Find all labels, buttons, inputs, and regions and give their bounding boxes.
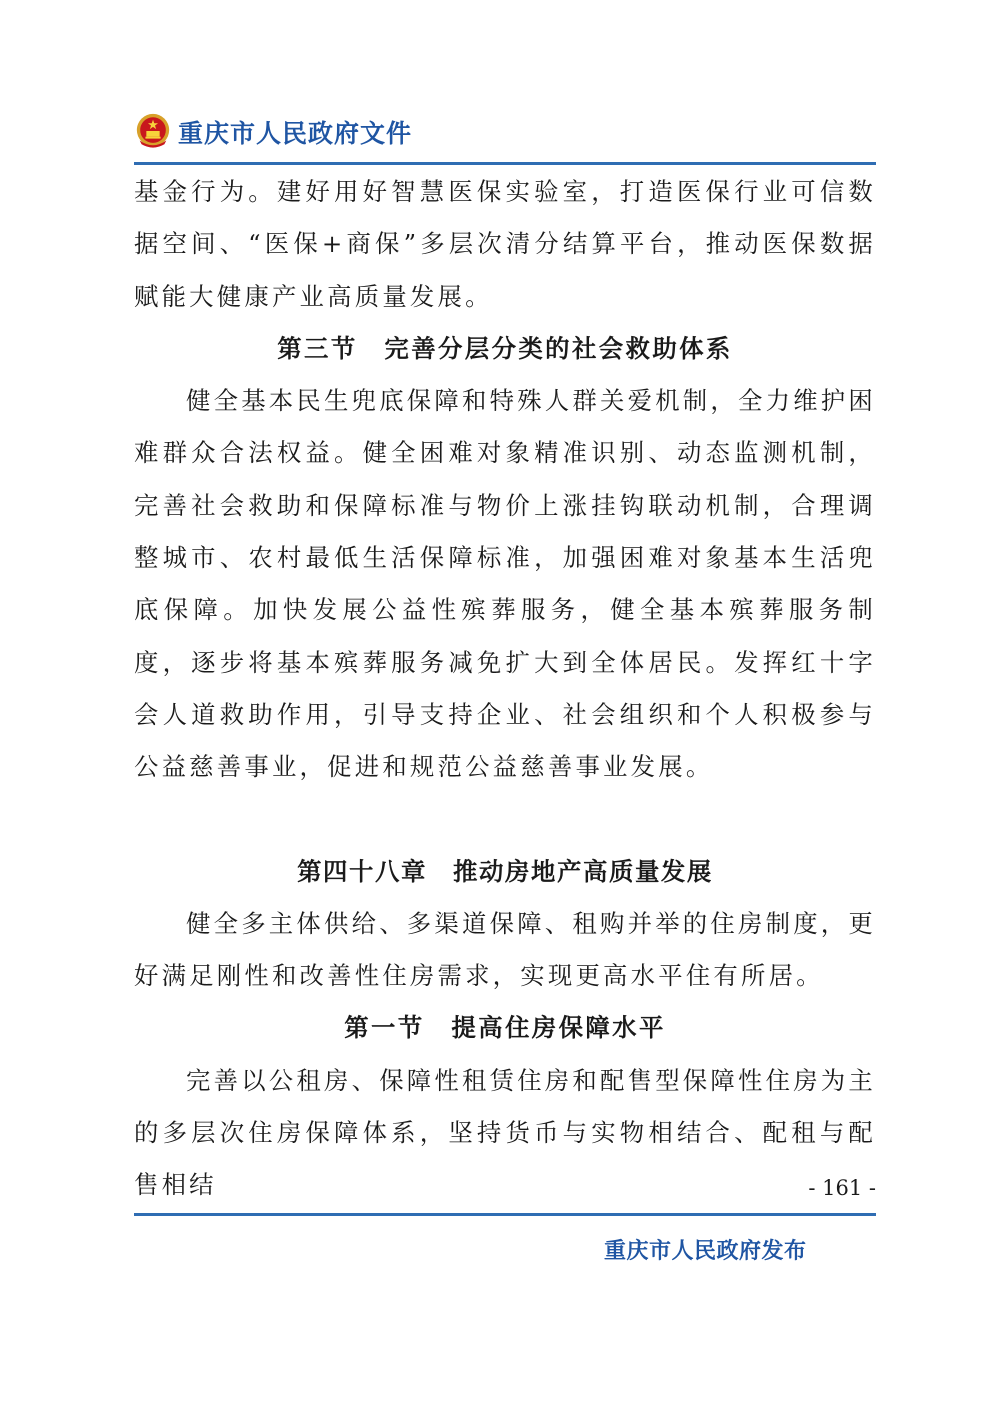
chapter-heading-48: 第四十八章 推动房地产高质量发展 <box>297 856 713 886</box>
paragraph-continuation: 基金行为。建好用好智慧医保实验室，打造医保行业可信数据空间、“医保+商保”多层次清分结算平台，推动医保数据赋能大健康产业高质量发展。 <box>134 177 876 311</box>
page-number: - 161 - <box>808 1176 876 1200</box>
paragraph-social-assistance: 健全基本民生兜底保障和特殊人群关爱机制，全力维护困难群众合法权益。健全困难对象精准识别、动态监测机制，完善社会救助和保障标准与物价上涨挂钩联动机制，合理调整城市、农村最低生活保障标准，加强困难对象基本生活兜底保障。加快发展公益性殡葬服务，健全基本殡葬服务制度，逐步将基本殡葬服务减免扩大到全体居民。发挥红十字会人道救助作用，引导支持企业、社会组织和个人积极参与公益慈善事业，促进和规范公益慈善事业发展。 <box>134 386 876 782</box>
footer-rule <box>134 1213 876 1216</box>
document-body <box>134 166 876 1212</box>
paragraph-housing-security: 完善以公租房、保障性租赁住房和配售型保障性住房为主的多层次住房保障体系，坚持货币与实物相结合、配租与配售相结 <box>134 1065 876 1200</box>
section-heading-1: 第一节 提高住房保障水平 <box>344 1013 666 1043</box>
footer-publisher: 重庆市人民政府发布 <box>604 1239 807 1264</box>
header-rule <box>134 162 876 165</box>
document-header <box>134 108 876 160</box>
national-emblem-icon <box>134 112 172 150</box>
header-title: 重庆市人民政府文件 <box>178 119 413 148</box>
blank-line <box>134 794 876 846</box>
paragraph-housing-system: 健全多主体供给、多渠道保障、租购并举的住房制度，更好满足刚性和改善性住房需求，实现更高水平住有所居。 <box>134 908 876 991</box>
section-heading-3: 第三节 完善分层分类的社会救助体系 <box>277 333 733 363</box>
